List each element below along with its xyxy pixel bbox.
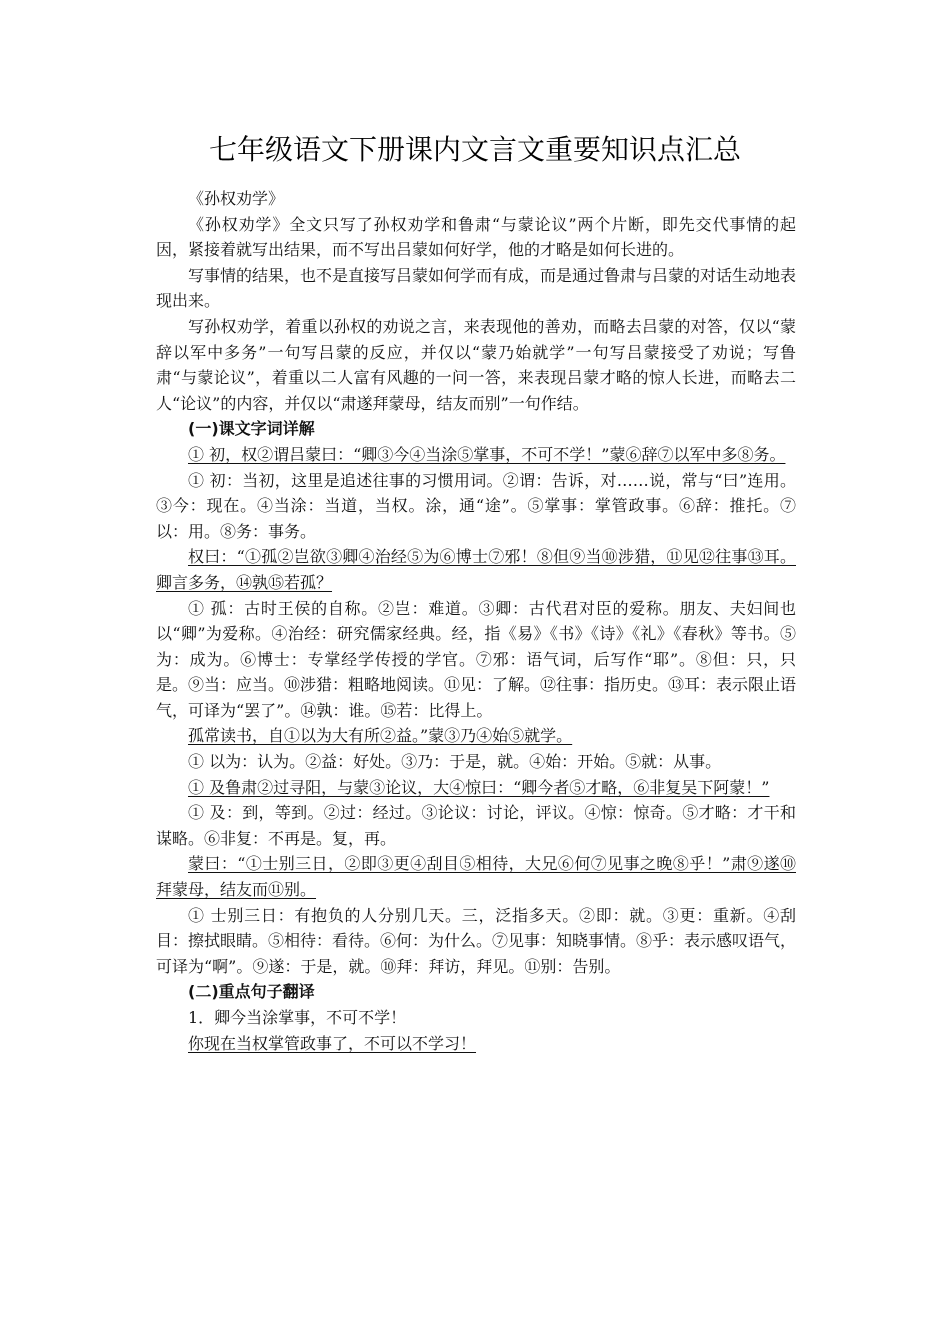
- body-paragraph: 《孙权劝学》: [188, 189, 285, 208]
- page-title: 七年级语文下册课内文言文重要知识点汇总: [208, 133, 741, 166]
- underlined-original-text: 你现在当权掌管政事了，不可以不学习！: [188, 1033, 477, 1053]
- body-paragraph: 《孙权劝学》全文只写了孙权劝学和鲁肃“与蒙论议”两个片断，即先交代事情的起因，紧接着就写出结果，而不写出吕蒙如何好学，他的才略是如何长进的。: [156, 214, 796, 260]
- underlined-original-text: 蒙曰：“①士别三日，②即③更④刮目⑤相待，大兄⑥何⑦见事之晚⑧乎！”肃⑨遂⑩拜蒙母，结友而⑪别。: [156, 854, 796, 900]
- underlined-original-text: ① 初，权②谓吕蒙曰：“卿③今④当涂⑤掌事，不可不学！”蒙⑥辞⑦以军中多⑧务。: [188, 444, 786, 464]
- body-paragraph: ① 士别三日：有抱负的人分别几天。三，泛指多天。②即：就。③更：重新。④刮目：擦拭眼睛。⑤相待：看待。⑥何：为什么。⑦见事：知晓事情。⑧乎：表示感叹语气，可译为“啊”。⑨遂：于是，就。⑩拜：拜访，拜见。⑪别：告别。: [156, 905, 797, 976]
- original-text-paragraph: [156, 1031, 796, 1057]
- underlined-original-text: ① 及鲁肃②过寻阳，与蒙③论议，大④惊曰：“卿今者⑤才略，⑥非复吴下阿蒙！”: [188, 777, 770, 797]
- original-text-paragraph: [156, 851, 796, 902]
- body-paragraph: 写孙权劝学，着重以孙权的劝说之言，来表现他的善劝，而略去吕蒙的对答，仅以“蒙辞以军中多务”一句写吕蒙的反应，并仅以“蒙乃始就学”一句写吕蒙接受了劝说；写鲁肃“与蒙论议”，着重以二人富有风趣的一问一答，来表现吕蒙才略的惊人长进，而略去二人“论议”的内容，并仅以“肃遂拜蒙母，结友而别”一句作结。: [156, 316, 796, 413]
- body-paragraph: ① 初：当初，这里是追述往事的习惯用词。②谓：告诉，对……说，常与“曰”连用。③今：现在。④当涂：当道，当权。涂，通“途”。⑤掌事：掌管政事。⑥辞：推托。⑦以：用。⑧务：事务。: [156, 470, 796, 541]
- underlined-original-text: 孤常读书，自①以为大有所②益。”蒙③乃④始⑤就学。: [188, 726, 573, 746]
- original-text-paragraph: [156, 442, 796, 468]
- body-paragraph: ① 孤：古时王侯的自称。②岂：难道。③卿：古代君对臣的爱称。朋友、夫妇间也以“卿”为爱称。④治经：研究儒家经典。经，指《易》《书》《诗》《礼》《春秋》等书。⑤为：成为。⑥博士：专掌经学传授的学官。⑦邪：语气词，后写作“耶”。⑧但：只，只是。⑨当：应当。⑩涉猎：粗略地阅读。⑪见：了解。⑫往事：指历史。⑬耳：表示限止语气，可译为“罢了”。⑭孰：谁。⑮若：比得上。: [156, 598, 797, 720]
- section-heading: (二)重点句子翻译: [188, 982, 315, 1002]
- original-text-paragraph: [156, 544, 796, 595]
- underlined-original-text: 权曰：“①孤②岂欲③卿④治经⑤为⑥博士⑦邪！⑧但⑨当⑩涉猎，⑪见⑫往事⑬耳。卿言多务，⑭孰⑮若孤？: [156, 547, 796, 592]
- section-heading: (一)课文字词详解: [188, 419, 315, 439]
- original-text-paragraph: [156, 775, 796, 801]
- original-text-paragraph: [156, 723, 796, 749]
- document-body: [156, 186, 796, 1056]
- body-paragraph: ① 及：到，等到。②过：经过。③论议：讨论，评议。④惊：惊奇。⑤才略：才干和谋略。⑥非复：不再是。复，再。: [156, 803, 796, 848]
- body-paragraph: 1．卿今当涂掌事，不可不学！: [188, 1008, 407, 1027]
- body-paragraph: 写事情的结果，也不是直接写吕蒙如何学而有成，而是通过鲁肃与吕蒙的对话生动地表现出来。: [156, 265, 797, 311]
- body-paragraph: ① 以为：认为。②益：好处。③乃：于是，就。④始：开始。⑤就：从事。: [188, 752, 722, 772]
